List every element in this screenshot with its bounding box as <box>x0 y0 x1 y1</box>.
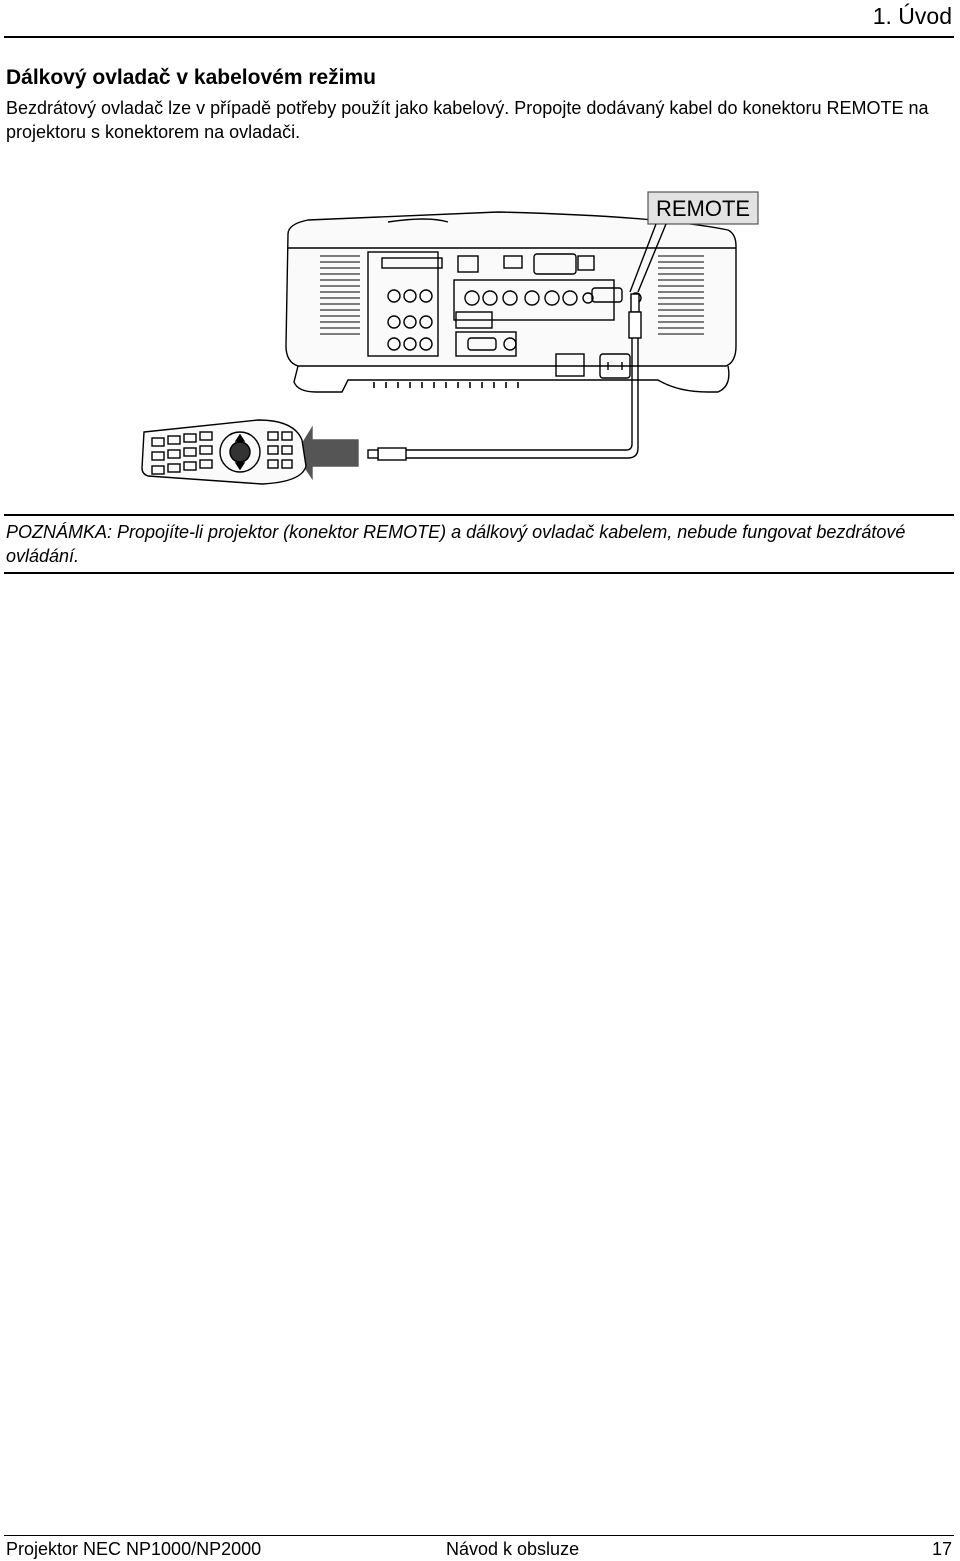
note-rule-bottom <box>4 572 954 574</box>
chapter-title: 1. Úvod <box>872 3 952 29</box>
note-text: POZNÁMKA: Propojíte-li projektor (konektor REMOTE) a dálkový ovladač kabelem, nebude fungovat bezdrátové ovládání. <box>6 522 906 566</box>
remote-callout-label: REMOTE <box>655 196 751 221</box>
intro-paragraph: Bezdrátový ovladač lze v případě potřeby použít jako kabelový. Propojte dodávaný kabel do konektoru REMOTE na projektoru s konektorem na ovladači. <box>6 98 929 142</box>
projector-illustration <box>286 212 736 392</box>
footer-rule <box>4 1535 954 1536</box>
remote-control-illustration <box>142 420 306 484</box>
header-rule <box>4 36 954 38</box>
note-rule-top <box>4 514 954 516</box>
page-number: 17 <box>931 1539 952 1559</box>
footer-manual-title: Návod k obsluze <box>446 1539 580 1559</box>
connect-arrow-icon <box>296 428 358 478</box>
footer-product: Projektor NEC NP1000/NP2000 <box>6 1539 262 1559</box>
figure-projector-remote <box>138 186 778 486</box>
section-title: Dálkový ovladač v kabelovém režimu <box>6 66 377 89</box>
